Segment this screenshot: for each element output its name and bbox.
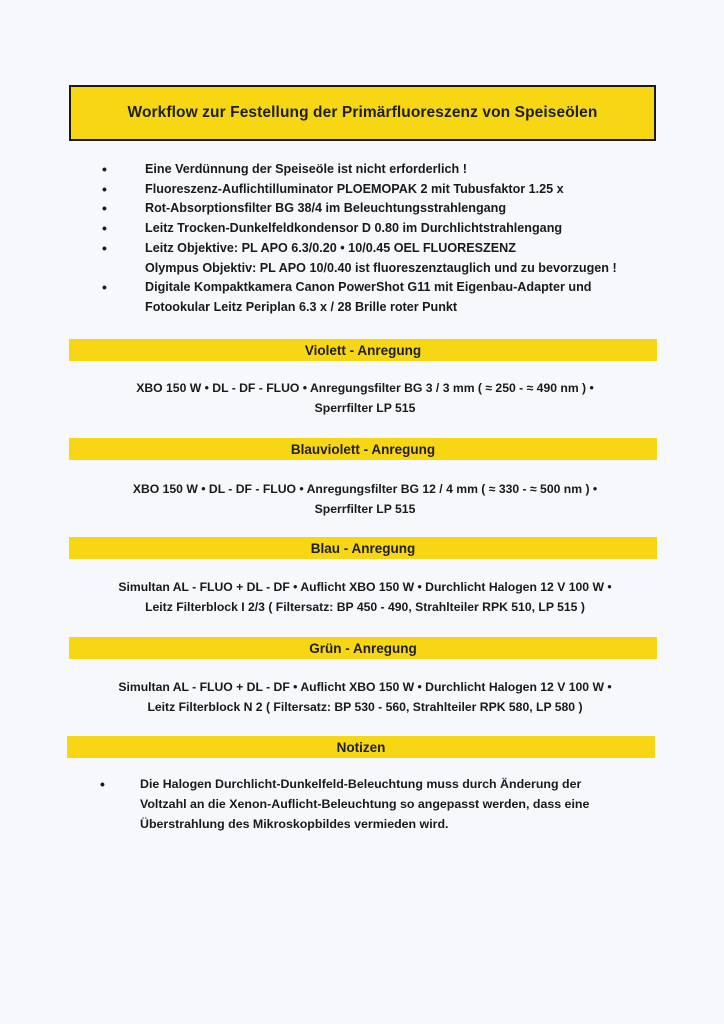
- equipment-item-text: Rot-Absorptionsfilter BG 38/4 im Beleuchtungsstrahlengang: [145, 201, 507, 216]
- section-description: [60, 577, 670, 617]
- title-banner: [69, 85, 656, 141]
- section-description: [60, 378, 670, 418]
- section-heading: Blau - Anregung: [310, 540, 416, 556]
- equipment-item-text: Fluoreszenz-Auflichtilluminator PLOEMOPAK 2 mit Tubusfaktor 1.25 x: [145, 181, 564, 196]
- section-line: Leitz Filterblock I 2/3 ( Filtersatz: BP 450 - 490, Strahlteiler RPK 510, LP 515 ): [145, 600, 585, 614]
- equipment-item-text: Leitz Trocken-Dunkelfeldkondensor D 0.80 im Durchlichtstrahlengang: [145, 221, 563, 236]
- section-heading: Grün - Anregung: [309, 640, 417, 656]
- note-item: [100, 774, 660, 834]
- note-line: Überstrahlung des Mikroskopbildes vermieden wird.: [140, 817, 449, 831]
- bullet-icon: •: [102, 161, 107, 177]
- section-heading-bar: [69, 339, 657, 361]
- note-line: Voltzahl an die Xenon-Auflicht-Beleuchtung so angepasst werden, dass eine: [140, 797, 590, 811]
- notes-heading-bar: [67, 736, 655, 758]
- section-heading-bar: [69, 537, 657, 559]
- equipment-item: [100, 160, 660, 180]
- bullet-icon: •: [102, 200, 107, 217]
- section-line: Sperrfilter LP 515: [314, 401, 416, 415]
- notes-heading: Notizen: [336, 739, 386, 755]
- bullet-icon: •: [102, 180, 107, 197]
- section-line: XBO 150 W • DL - DF - FLUO • Anregungsfilter BG 12 / 4 mm ( ≈ 330 - ≈ 500 nm ) •: [132, 482, 598, 496]
- note-line: Die Halogen Durchlicht-Dunkelfeld-Beleuchtung muss durch Änderung der: [140, 777, 582, 791]
- section-heading: Violett - Anregung: [304, 342, 422, 358]
- section-line: Leitz Filterblock N 2 ( Filtersatz: BP 530 - 560, Strahlteiler RPK 580, LP 580 ): [147, 700, 583, 714]
- equipment-item: [100, 239, 660, 278]
- section-line: Sperrfilter LP 515: [314, 502, 416, 516]
- equipment-item-text: Leitz Objektive: PL APO 6.3/0.20 • 10/0.45 OEL FLUORESZENZ: [145, 240, 516, 255]
- equipment-item: [100, 199, 660, 219]
- section-description: [60, 479, 670, 519]
- bullet-icon: •: [102, 279, 107, 296]
- section-heading-bar: [69, 637, 657, 659]
- notes-list: [100, 774, 660, 834]
- equipment-item: [100, 180, 660, 200]
- bullet-icon: •: [102, 239, 107, 256]
- section-heading-bar: [69, 438, 657, 460]
- equipment-item-text: Digitale Kompaktkamera Canon PowerShot G11 mit Eigenbau-Adapter und: [145, 280, 592, 295]
- equipment-item-text: Olympus Objektiv: PL APO 10/0.40 ist fluoreszenztauglich und zu bevorzugen !: [145, 260, 617, 275]
- document-title: Workflow zur Festellung der Primärfluoreszenz von Speiseölen: [127, 104, 598, 121]
- equipment-item: [100, 278, 660, 317]
- section-heading: Blauviolett - Anregung: [290, 441, 436, 457]
- bullet-icon: •: [100, 776, 105, 792]
- section-line: XBO 150 W • DL - DF - FLUO • Anregungsfilter BG 3 / 3 mm ( ≈ 250 - ≈ 490 nm ) •: [136, 381, 594, 395]
- section-line: Simultan AL - FLUO + DL - DF • Auflicht XBO 150 W • Durchlicht Halogen 12 V 100 W •: [118, 580, 612, 594]
- equipment-list: [100, 160, 660, 318]
- equipment-item-text: Eine Verdünnung der Speiseöle ist nicht erforderlich !: [145, 162, 467, 176]
- bullet-icon: •: [102, 220, 107, 237]
- equipment-item: [100, 219, 660, 239]
- equipment-item-text: Fotookular Leitz Periplan 6.3 x / 28 Brille roter Punkt: [145, 299, 458, 314]
- section-description: [60, 677, 670, 717]
- section-line: Simultan AL - FLUO + DL - DF • Auflicht XBO 150 W • Durchlicht Halogen 12 V 100 W •: [118, 680, 612, 694]
